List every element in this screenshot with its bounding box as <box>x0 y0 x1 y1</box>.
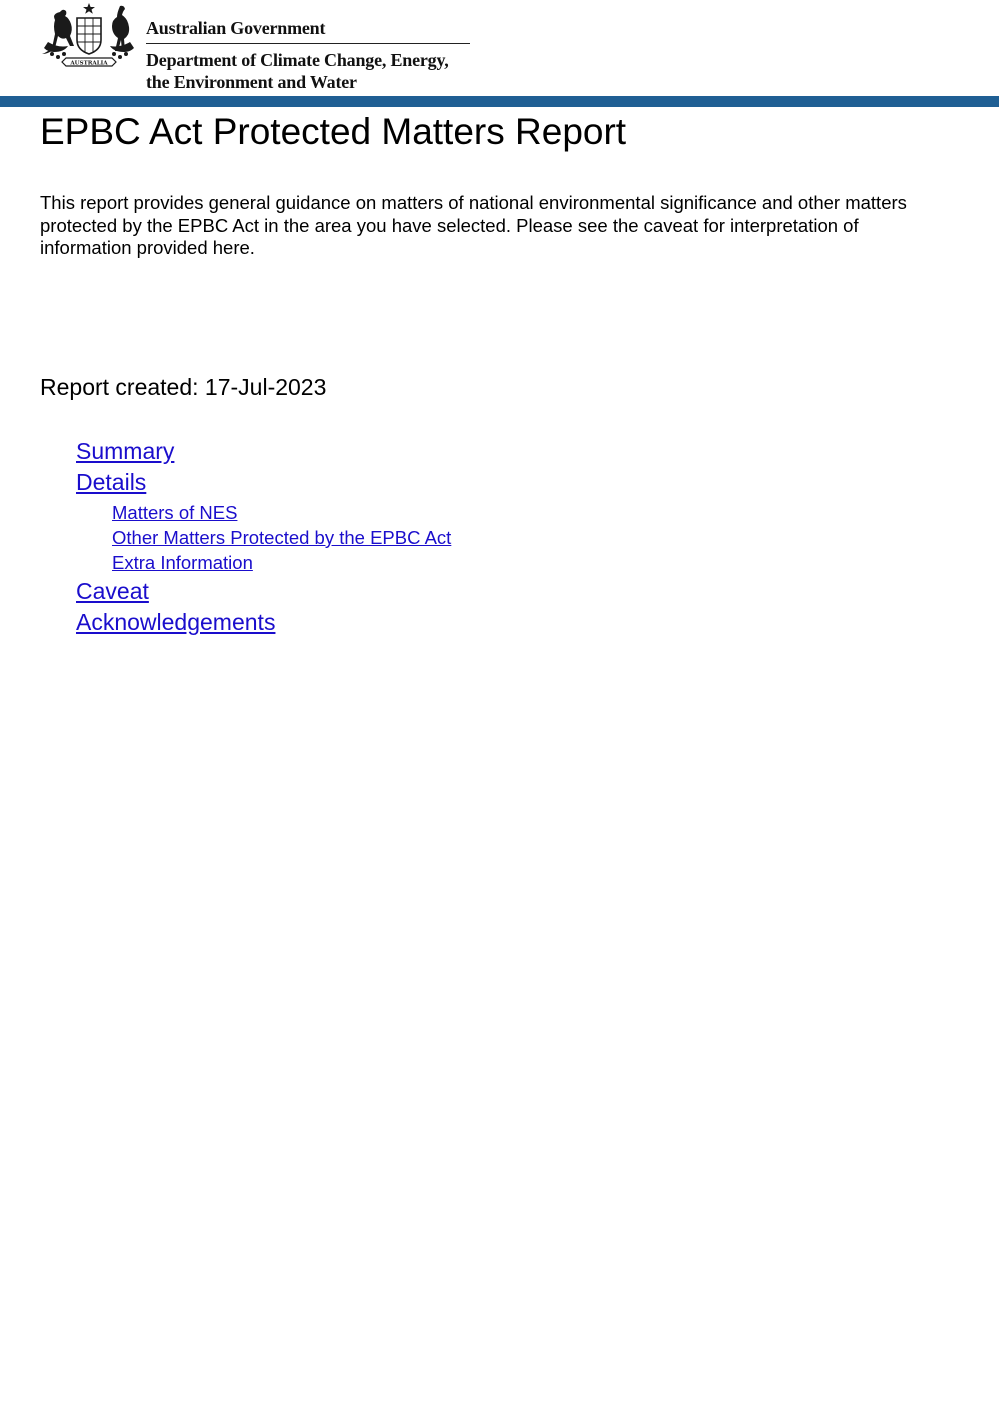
toc-link-details[interactable]: Details <box>76 469 147 495</box>
department-name-line1: Department of Climate Change, Energy, <box>146 50 449 70</box>
intro-paragraph: This report provides general guidance on matters of national environmental significance and other matters protected by the EPBC Act in the area you have selected. Please see the caveat for interpretation of information provided here. <box>40 192 907 258</box>
report-created-date: Report created: 17-Jul-2023 <box>40 374 327 400</box>
toc-item-matters-of-nes <box>112 500 451 525</box>
page-header <box>0 0 999 96</box>
toc-item-extra-information <box>112 550 451 575</box>
toc-item-caveat <box>76 576 451 607</box>
agency-wordmark <box>146 18 470 93</box>
header-divider-bar <box>0 96 999 107</box>
government-name: Australian Government <box>146 18 470 44</box>
table-of-contents <box>76 436 451 638</box>
svg-text:AUSTRALIA: AUSTRALIA <box>70 60 108 67</box>
department-name-line2: the Environment and Water <box>146 72 357 92</box>
toc-details-sublist <box>76 500 451 575</box>
toc-link-extra-information[interactable]: Extra Information <box>112 552 253 573</box>
toc-link-other-matters[interactable]: Other Matters Protected by the EPBC Act <box>112 527 452 548</box>
toc-link-summary[interactable]: Summary <box>76 438 175 464</box>
toc-item-summary <box>76 436 451 467</box>
toc-item-other-matters <box>112 525 451 550</box>
page-title: EPBC Act Protected Matters Report <box>40 111 627 152</box>
coat-of-arms-icon <box>40 2 138 72</box>
toc-item-acknowledgements <box>76 607 451 638</box>
department-name <box>146 49 470 93</box>
toc-item-details <box>76 467 451 575</box>
toc-link-caveat[interactable]: Caveat <box>76 578 149 604</box>
toc-link-acknowledgements[interactable]: Acknowledgements <box>76 609 276 635</box>
toc-link-matters-of-nes[interactable]: Matters of NES <box>112 502 238 523</box>
